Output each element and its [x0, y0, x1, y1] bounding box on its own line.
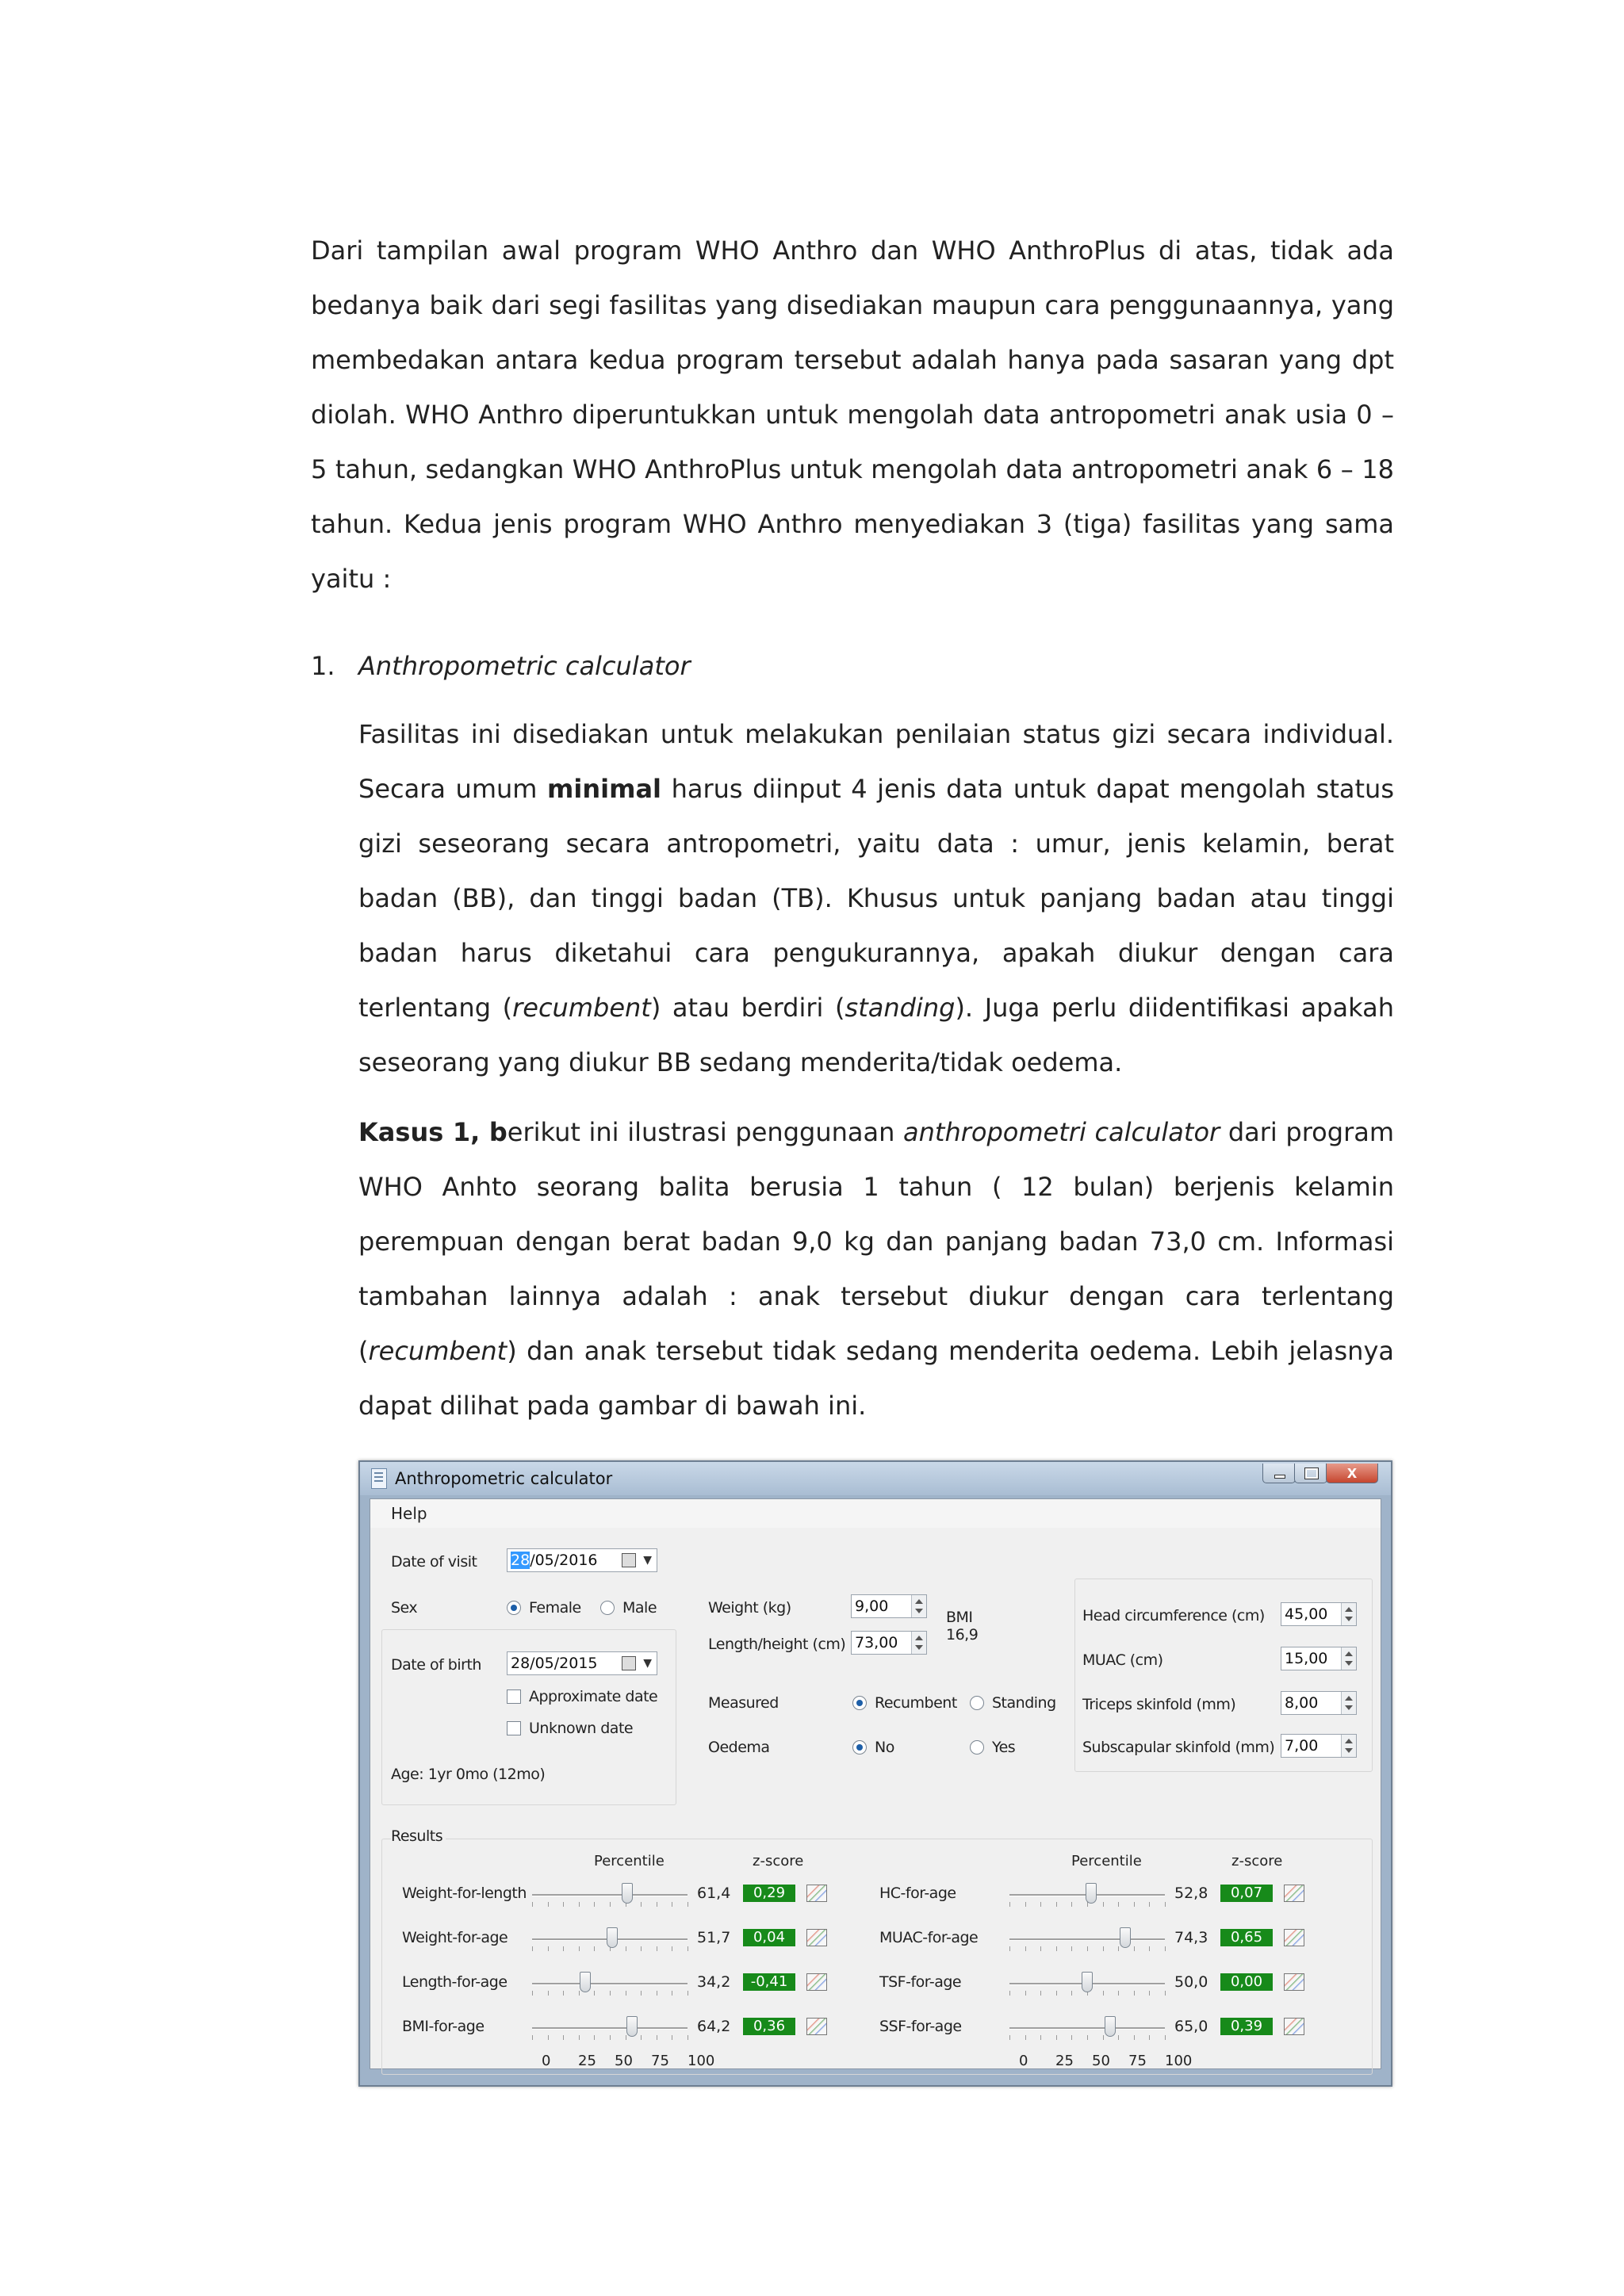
slider-tick [641, 1946, 642, 1951]
percentile-slider-track [1009, 2027, 1165, 2030]
slider-tick [579, 1902, 580, 1907]
case-label: Kasus 1, b [358, 1117, 508, 1147]
slider-tick [1134, 1991, 1135, 1996]
slider-tick [1040, 1991, 1041, 1996]
slider-tick [1165, 1902, 1166, 1907]
intro-text: Dari tampilan awal program WHO Anthro dan WHO AnthroPlus di atas, tidak ada bedanya baik dari segi fasilitas yang disediakan maupun cara penggunaannya, yang membedakan antara kedua program tersebut adalah hanya pada sasaran yang dpt diolah. WHO Anthro diperuntukkan untuk mengolah data antropometri anak usia 0 – 5 tahun, sedangkan WHO AnthroPlus untuk mengolah data antropometri anak 6 – 18 tahun. Kedua jenis program WHO Anthro menyediakan 3 (tiga) fasilitas yang sama yaitu : [311, 235, 1394, 594]
subscapular-input[interactable] [1281, 1734, 1357, 1758]
slider-tick [610, 1991, 611, 1996]
slider-tick [1040, 1902, 1041, 1907]
result-label: Length-for-age [402, 1973, 508, 1991]
window-client [370, 1498, 1381, 2069]
chevron-down-icon: ▼ [643, 1554, 652, 1567]
slider-tick [563, 2035, 564, 2040]
slider-tick [1103, 1946, 1104, 1951]
growth-chart-icon[interactable] [806, 1973, 827, 1991]
slider-tick [1134, 1946, 1135, 1951]
slider-tick [532, 1946, 533, 1951]
dob-label: Date of birth [391, 1656, 481, 1674]
slider-tick [1118, 2035, 1119, 2040]
sex-label: Sex [391, 1599, 418, 1617]
scale-label: 0 [542, 2053, 551, 2069]
zscore-badge: 0,36 [743, 2018, 795, 2035]
standing-radio[interactable] [970, 1696, 984, 1710]
percentile-header-left: Percentile [594, 1853, 665, 1869]
result-label: Weight-for-age [402, 1929, 508, 1946]
slider-tick [594, 1902, 595, 1907]
measured-label: Measured [708, 1694, 779, 1712]
spinner-arrows-icon[interactable] [1341, 1603, 1356, 1625]
zscore-badge: 0,07 [1220, 1885, 1273, 1902]
zscore-header-right: z-score [1231, 1853, 1283, 1869]
result-label: TSF-for-age [879, 1973, 962, 1991]
growth-chart-icon[interactable] [806, 1929, 827, 1946]
case-paragraph [358, 1105, 1394, 1433]
result-label: MUAC-for-age [879, 1929, 979, 1946]
muac-label: MUAC (cm) [1082, 1651, 1163, 1669]
slider-tick [1009, 1946, 1010, 1951]
slider-tick [532, 1991, 533, 1996]
slider-tick [1040, 2035, 1041, 2040]
result-label: HC-for-age [879, 1885, 956, 1902]
date-of-visit-rest: /05/2016 [530, 1552, 598, 1569]
scale-label: 50 [1092, 2053, 1110, 2069]
zscore-badge: 0,65 [1220, 1929, 1273, 1946]
length-input[interactable] [851, 1631, 927, 1655]
spinner-arrows-icon[interactable] [1341, 1735, 1356, 1757]
percentile-value: 64,2 [697, 2018, 731, 2035]
percentile-slider-thumb[interactable] [1120, 1927, 1131, 1948]
para2-bold: minimal [547, 774, 661, 804]
slider-tick [1118, 1902, 1119, 1907]
scale-label: 75 [1128, 2053, 1147, 2069]
female-label: Female [529, 1599, 581, 1617]
slider-tick [1056, 1991, 1057, 1996]
para2-em-standing: standing [845, 993, 956, 1023]
app-icon [371, 1468, 387, 1489]
oedema-no-radio[interactable] [852, 1740, 867, 1755]
percentile-slider-thumb[interactable] [1082, 1972, 1093, 1992]
bmi-label: BMI [946, 1609, 973, 1626]
title-bar [360, 1462, 1391, 1495]
slider-tick [641, 1991, 642, 1996]
slider-tick [594, 1991, 595, 1996]
para3-text-a: erikut ini ilustrasi penggunaan [507, 1117, 904, 1147]
percentile-value: 61,4 [697, 1885, 731, 1902]
results-label: Results [391, 1827, 446, 1845]
slider-tick [610, 1902, 611, 1907]
oedema-yes-radio[interactable] [970, 1740, 984, 1755]
percentile-slider-thumb[interactable] [607, 1927, 618, 1948]
maximize-button[interactable] [1294, 1464, 1327, 1483]
dob-value: 28/05/2015 [511, 1655, 598, 1672]
slider-tick [641, 2035, 642, 2040]
slider-tick [1071, 2035, 1072, 2040]
slider-tick [563, 1902, 564, 1907]
para3-em-calculator: anthropometri calculator [903, 1117, 1220, 1147]
triceps-label: Triceps skinfold (mm) [1082, 1696, 1236, 1713]
approximate-date-label: Approximate date [529, 1688, 658, 1705]
para3-em-recumbent: recumbent [368, 1336, 508, 1366]
zscore-badge: -0,41 [743, 1973, 795, 1991]
growth-chart-icon[interactable] [1284, 2018, 1304, 2035]
scale-label: 25 [578, 2053, 596, 2069]
chevron-down-icon: ▼ [643, 1657, 652, 1670]
percentile-value: 65,0 [1174, 2018, 1208, 2035]
head-circumference-value: 45,00 [1285, 1605, 1328, 1623]
result-label: BMI-for-age [402, 2018, 485, 2035]
para2-em-recumbent: recumbent [512, 993, 651, 1023]
para2-text-d: ). Juga perlu diidentifikasi apakah seseorang yang diukur BB sedang menderita/tidak oedema. [358, 993, 1395, 1077]
slider-tick [1025, 1946, 1026, 1951]
slider-tick [563, 1946, 564, 1951]
zscore-badge: 0,29 [743, 1885, 795, 1902]
slider-tick [610, 2035, 611, 2040]
head-circumference-input[interactable] [1281, 1602, 1357, 1626]
date-of-visit-picker[interactable] [507, 1548, 657, 1572]
percentile-value: 34,2 [697, 1973, 731, 1991]
menu-help[interactable]: Help [391, 1504, 427, 1523]
spinner-arrows-icon[interactable] [1341, 1692, 1356, 1714]
list-title: Anthropometric calculator [358, 651, 691, 681]
triceps-input[interactable] [1281, 1691, 1357, 1715]
slider-tick [1118, 1946, 1119, 1951]
para2-text-b: harus diinput 4 jenis data untuk dapat mengolah status gizi seseorang secara antropometri, yaitu data : umur, jenis kelamin, berat badan (BB), dan tinggi badan (TB). Khusus untuk panjang badan atau tinggi badan harus diketahui cara pengukurannya, apakah diukur dengan cara terlentang ( [358, 774, 1395, 1023]
slider-tick [1149, 1946, 1150, 1951]
percentile-slider-track [1009, 1938, 1165, 1941]
percentile-slider-thumb[interactable] [626, 2016, 638, 2037]
close-icon: x [1346, 1462, 1358, 1482]
scale-label: 25 [1055, 2053, 1074, 2069]
muac-value: 15,00 [1285, 1650, 1328, 1667]
weight-input[interactable] [851, 1594, 927, 1618]
oedema-label: Oedema [708, 1739, 770, 1756]
slider-tick [548, 2035, 549, 2040]
slider-tick [1087, 2035, 1088, 2040]
scale-label: 50 [615, 2053, 633, 2069]
intro-paragraph [311, 224, 1394, 607]
zscore-badge: 0,00 [1220, 1973, 1273, 1991]
zscore-badge: 0,39 [1220, 2018, 1273, 2035]
growth-chart-icon[interactable] [806, 1885, 827, 1902]
result-label: Weight-for-length [402, 1885, 527, 1902]
list-item-anthropometric-calculator [311, 639, 1394, 694]
slider-tick [548, 1946, 549, 1951]
approximate-date-checkbox[interactable] [507, 1689, 521, 1704]
percentile-value: 74,3 [1174, 1929, 1208, 1946]
percentile-header-right: Percentile [1071, 1853, 1142, 1869]
spinner-arrows-icon[interactable] [1341, 1647, 1356, 1670]
percentile-value: 52,8 [1174, 1885, 1208, 1902]
slider-tick [1025, 2035, 1026, 2040]
weight-label: Weight (kg) [708, 1599, 791, 1617]
slider-tick [532, 1902, 533, 1907]
percentile-slider-thumb[interactable] [1086, 1883, 1097, 1904]
percentile-value: 50,0 [1174, 1973, 1208, 1991]
para3-text-c: ) dan anak tersebut tidak sedang menderita oedema. Lebih jelasnya dapat dilihat pada gambar di bawah ini. [358, 1336, 1394, 1421]
growth-chart-icon[interactable] [1284, 1929, 1304, 1946]
slider-tick [1025, 1991, 1026, 1996]
slider-tick [579, 1946, 580, 1951]
slider-tick [563, 1991, 564, 1996]
percentile-value: 51,7 [697, 1929, 731, 1946]
description-paragraph [358, 707, 1394, 1090]
results-group [381, 1839, 1373, 2075]
slider-tick [1040, 1946, 1041, 1951]
slider-tick [1009, 1902, 1010, 1907]
unknown-date-label: Unknown date [529, 1720, 634, 1737]
slider-tick [548, 1902, 549, 1907]
slider-tick [1165, 1946, 1166, 1951]
percentile-slider-thumb[interactable] [622, 1883, 633, 1904]
weight-value: 9,00 [855, 1598, 889, 1615]
length-label: Length/height (cm) [708, 1636, 846, 1653]
slider-tick [579, 2035, 580, 2040]
oedema-yes-label: Yes [992, 1739, 1016, 1756]
slider-tick [1071, 1902, 1072, 1907]
slider-tick [594, 1946, 595, 1951]
slider-tick [548, 1991, 549, 1996]
scale-label: 100 [1165, 2053, 1193, 2069]
growth-chart-icon[interactable] [1284, 1973, 1304, 1991]
oedema-no-label: No [875, 1739, 894, 1756]
head-circumference-label: Head circumference (cm) [1082, 1607, 1265, 1624]
list-number: 1. [311, 651, 335, 681]
slider-tick [1071, 1991, 1072, 1996]
percentile-slider-track [532, 2027, 688, 2030]
female-radio[interactable] [507, 1601, 521, 1615]
slider-tick [641, 1902, 642, 1907]
dob-picker[interactable] [507, 1651, 657, 1675]
date-of-visit-day: 28 [511, 1552, 530, 1569]
close-button[interactable] [1326, 1464, 1378, 1483]
calendar-icon [622, 1656, 636, 1670]
subscapular-label: Subscapular skinfold (mm) [1082, 1739, 1275, 1756]
bmi-value: 16,9 [946, 1626, 979, 1644]
slider-tick [1103, 2035, 1104, 2040]
zscore-header-left: z-score [753, 1853, 804, 1869]
slider-tick [1134, 2035, 1135, 2040]
percentile-slider-track [532, 1894, 688, 1896]
spinner-arrows-icon[interactable] [911, 1595, 926, 1617]
calendar-icon [622, 1553, 636, 1567]
slider-tick [1165, 1991, 1166, 1996]
slider-tick [1009, 2035, 1010, 2040]
recumbent-radio[interactable] [852, 1696, 867, 1710]
slider-tick [1149, 2035, 1150, 2040]
slider-tick [1071, 1946, 1072, 1951]
menu-bar [370, 1499, 1381, 1528]
slider-tick [1103, 1902, 1104, 1907]
percentile-slider-track [532, 1983, 688, 1985]
slider-tick [1134, 1902, 1135, 1907]
result-label: SSF-for-age [879, 2018, 962, 2035]
window-title: Anthropometric calculator [395, 1469, 613, 1488]
para2-text-c: ) atau berdiri ( [650, 993, 845, 1023]
slider-tick [579, 1991, 580, 1996]
calculator-window [358, 1460, 1392, 2087]
slider-tick [1165, 2035, 1166, 2040]
slider-tick [594, 2035, 595, 2040]
slider-tick [1025, 1902, 1026, 1907]
date-of-visit-label: Date of visit [391, 1553, 477, 1571]
muac-input[interactable] [1281, 1647, 1357, 1670]
male-radio[interactable] [600, 1601, 615, 1615]
recumbent-label: Recumbent [875, 1694, 957, 1712]
slider-tick [1056, 1946, 1057, 1951]
age-text: Age: 1yr 0mo (12mo) [391, 1766, 546, 1783]
slider-tick [532, 2035, 533, 2040]
slider-tick [1087, 1946, 1088, 1951]
standing-label: Standing [992, 1694, 1056, 1712]
percentile-slider-thumb[interactable] [580, 1972, 591, 1992]
length-value: 73,00 [855, 1634, 898, 1651]
male-label: Male [622, 1599, 657, 1617]
subscapular-value: 7,00 [1285, 1737, 1319, 1755]
percentile-slider-thumb[interactable] [1105, 2016, 1116, 2037]
scale-label: 0 [1019, 2053, 1028, 2069]
zscore-badge: 0,04 [743, 1929, 795, 1946]
growth-chart-icon[interactable] [806, 2018, 827, 2035]
minimize-button[interactable] [1262, 1464, 1296, 1483]
spinner-arrows-icon[interactable] [911, 1632, 926, 1654]
growth-chart-icon[interactable] [1284, 1885, 1304, 1902]
slider-tick [1103, 1991, 1104, 1996]
scale-label: 100 [688, 2053, 715, 2069]
para2-text-a: Fasilitas ini disediakan untuk melakukan penilaian status gizi secara individual. Secara umum [358, 719, 1394, 804]
scale-label: 75 [651, 2053, 669, 2069]
para3-text-b: dari program WHO Anhto seorang balita berusia 1 tahun ( 12 bulan) berjenis kelamin perempuan dengan berat badan 9,0 kg dan panjang badan 73,0 cm. Informasi tambahan lainnya adalah : anak tersebut diukur dengan cara terlentang ( [358, 1117, 1395, 1366]
unknown-date-checkbox[interactable] [507, 1721, 521, 1735]
slider-tick [1149, 1991, 1150, 1996]
slider-tick [1149, 1902, 1150, 1907]
slider-tick [1056, 1902, 1057, 1907]
triceps-value: 8,00 [1285, 1694, 1319, 1712]
slider-tick [1118, 1991, 1119, 1996]
slider-tick [1056, 2035, 1057, 2040]
slider-tick [1009, 1991, 1010, 1996]
